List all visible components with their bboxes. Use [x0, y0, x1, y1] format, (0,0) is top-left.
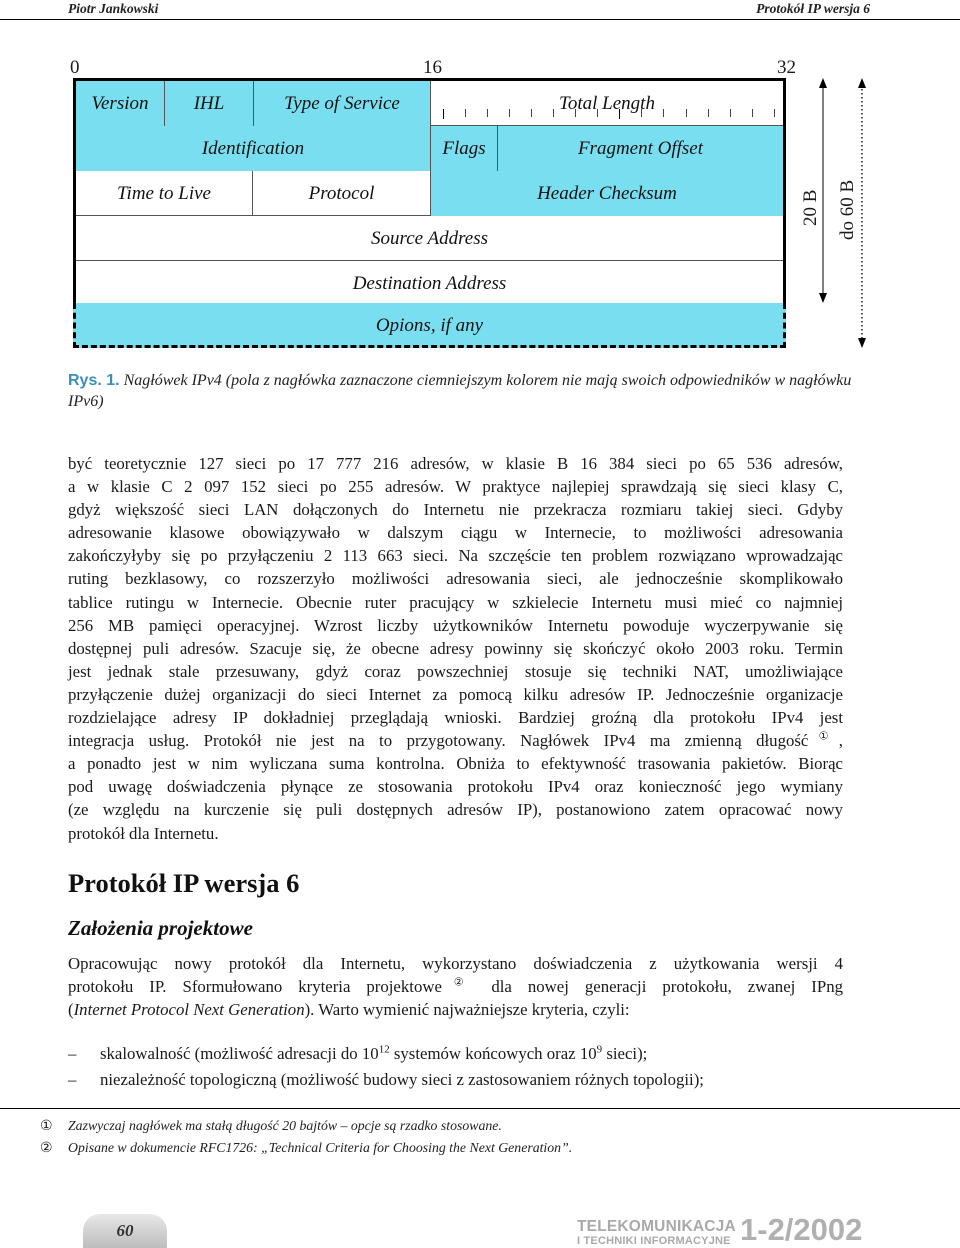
p1-line: być teoretycznie 127 sieci po 17 777 216 adresów, w klasie B 16 384 sieci po 65 536 adresów, [68, 454, 843, 473]
p1-line: 256 MB pamięci operacyjnej. Wzrost liczby użytkowników Internetu powoduje wyczerpywanie się [68, 615, 843, 635]
section-title: Protokół IP wersja 6 [68, 868, 300, 898]
cell-divider [430, 81, 431, 126]
paragraph-2 [68, 952, 843, 1021]
field-destination-address: Destination Address [352, 272, 507, 294]
field-identification: Identification [76, 126, 430, 171]
p2-line-text: ). Warto wymienić najważniejsze kryteria, czyli: [304, 1000, 630, 1020]
caption-text: Nagłówek IPv4 (pola z nagłówka zaznaczone ciemniejszym kolorem nie mają swoich odpowiedników w nagłówku IPv6) [68, 372, 852, 410]
header-row-1 [76, 81, 783, 126]
p2-line: Opracowując nowy protokół dla Internetu, wykorzystano doświadczenia z użytkowania wersji 4 [68, 954, 843, 973]
paragraph-1 [68, 452, 843, 845]
bullet-text-part: systemów końcowych oraz 10 [389, 1044, 597, 1063]
bullet-dash: – [68, 1044, 77, 1063]
footnote-ref-2[interactable]: ② [441, 976, 476, 989]
p2-line [68, 975, 843, 998]
field-ihl: IHL [165, 81, 253, 126]
bullet-text [100, 1042, 647, 1065]
header-running-title: Protokół IP wersja 6 [756, 1, 870, 16]
p1-line: jest jednak stale przesuwany, gdyż coraz powszechniej stosuje się techniki NAT, umożliwiające [68, 661, 843, 681]
p1-line: (ze względu na kurczenie się puli dostępnych adresów IP), postanowiono zatem opracować nowy [68, 800, 843, 820]
p1-line-text: integracja usług. Protokół nie jest na to przygotowany. Nagłówek IPv4 ma zmienną długość [68, 731, 809, 751]
cell-divider [430, 126, 431, 171]
cell-divider [253, 81, 254, 126]
page-number: 60 [83, 1214, 167, 1248]
field-header-checksum: Header Checksum [431, 171, 783, 216]
p1-line-comma: , [838, 731, 843, 751]
footnote-ref-1[interactable]: ① [808, 730, 839, 743]
footnote-mark: ② [40, 1141, 53, 1156]
p1-line-with-footnote [68, 729, 843, 752]
bullet-text-part: skalowalność (możliwość adresacji do 10 [100, 1044, 379, 1063]
bit-label-32: 32 [777, 57, 796, 78]
cell-divider [430, 171, 431, 216]
p1-line: tablice rutingu w Internecie. Obecnie ruter pracujący w szkielecie Internetu musi mieć co najmniej [68, 592, 843, 612]
exponent: 12 [378, 1043, 390, 1056]
p1-line: a ponadto jest w nim wyliczana suma kontrolna. Obniża to efektywność trasowania pakietów. Biorąc [68, 754, 843, 774]
brand-line-2: I TECHNIKI INFORMACYJNE [577, 1235, 731, 1247]
p2-line-text: ( [68, 1000, 74, 1020]
issue-number: 1-2/2002 [740, 1212, 863, 1247]
ipng-expansion: Internet Protocol Next Generation [73, 1000, 305, 1020]
figure-caption [68, 370, 868, 412]
bit-label-16: 16 [423, 57, 442, 78]
p1-line: gdyż większość sieci LAN dołączonych do Internetu nie przekracza rozmiaru takiej sieci. Gdyby [68, 500, 843, 520]
field-options: Opions, if any [375, 314, 484, 336]
field-type-of-service: Type of Service [254, 81, 430, 126]
exponent: 9 [596, 1043, 603, 1056]
header-author: Piotr Jankowski [68, 1, 159, 16]
p1-line: pod uwagę doświadczenia płynące ze stosowania protokołu IPv4 oraz konieczność jego wymiany [68, 777, 843, 797]
bullet-text-part: sieci); [602, 1044, 648, 1063]
size-60b-label: do 60 B [837, 179, 858, 240]
brand-line-1: TELEKOMUNIKACJA [577, 1218, 736, 1235]
header-row-5 [76, 261, 783, 306]
cell-divider [164, 81, 165, 126]
p2-line-text: dla nowej generacji protokołu, zwanej IPng [475, 977, 843, 997]
options-field-box [73, 303, 786, 348]
bit-label-0: 0 [70, 57, 80, 78]
subsection-title: Założenia projektowe [68, 916, 253, 940]
p1-line: a w klasie C 2 097 152 sieci po 255 adresów. W praktyce najlepiej sprawdzają się sieci klasy C, [68, 477, 843, 497]
p2-line-text: protokołu IP. Sformułowano kryteria projektowe [68, 977, 442, 997]
field-flags: Flags [431, 126, 497, 171]
cell-divider [252, 171, 253, 216]
header-row-3 [76, 171, 783, 216]
footnote-rule [0, 1108, 960, 1109]
field-version: Version [76, 81, 164, 126]
footnote-mark: ① [40, 1119, 53, 1134]
size-20b-label: 20 B [800, 189, 821, 226]
header-row-4 [76, 216, 783, 261]
footnote-text: Zazwyczaj nagłówek ma stałą długość 20 bajtów – opcje są rzadko stosowane. [68, 1118, 502, 1133]
p1-line: ruting bezklasowy, co rozszerzyło możliwości adresowania sieci, ale jednocześnie skomplikowało [68, 569, 843, 589]
field-total-length: Total Length [559, 92, 655, 114]
field-fragment-offset: Fragment Offset [498, 126, 783, 171]
ipv4-header-diagram [60, 50, 880, 360]
field-protocol: Protocol [308, 182, 375, 204]
bullet-text: niezależność topologiczną (możliwość budowy sieci z zastosowaniem różnych topologii); [100, 1070, 704, 1089]
p1-line: rozdzielające adresy IP dokładniej przeglądają wnioski. Bardziej groźną dla protokołu IPv4 jest [68, 708, 843, 728]
p1-line: przyłączenie dużej organizacji do sieci Internet za pomocą kilku adresów IP. Jednocześnie organizacje [68, 684, 843, 704]
journal-brand [577, 1218, 736, 1247]
p1-line: dostępnej puli adresów. Szacuje się, że obecne adresy powinny się skończyć około 2003 roku. Termin [68, 638, 843, 658]
running-header [68, 0, 870, 18]
header-row-2 [76, 126, 783, 171]
field-source-address: Source Address [371, 227, 488, 249]
p1-line: zakończyłyby się po przyłączeniu 2 113 663 sieci. Na szczęście ten problem rozwiązano wprowadzając [68, 546, 843, 566]
footnote-text: Opisane w dokumencie RFC1726: „Technical Criteria for Choosing the Next Generation”. [68, 1140, 573, 1155]
cell-divider [497, 126, 498, 171]
header-rule [0, 19, 960, 20]
bullet-dash: – [68, 1070, 77, 1089]
field-time-to-live: Time to Live [117, 182, 211, 204]
p1-line: adresowanie klasowe obowiązywało w dalszym ciągu w Internecie, to możliwości adresowania [68, 523, 843, 543]
caption-label: Rys. 1. [68, 372, 120, 389]
p2-line [68, 998, 843, 1021]
p1-line: protokół dla Internetu. [68, 823, 219, 843]
